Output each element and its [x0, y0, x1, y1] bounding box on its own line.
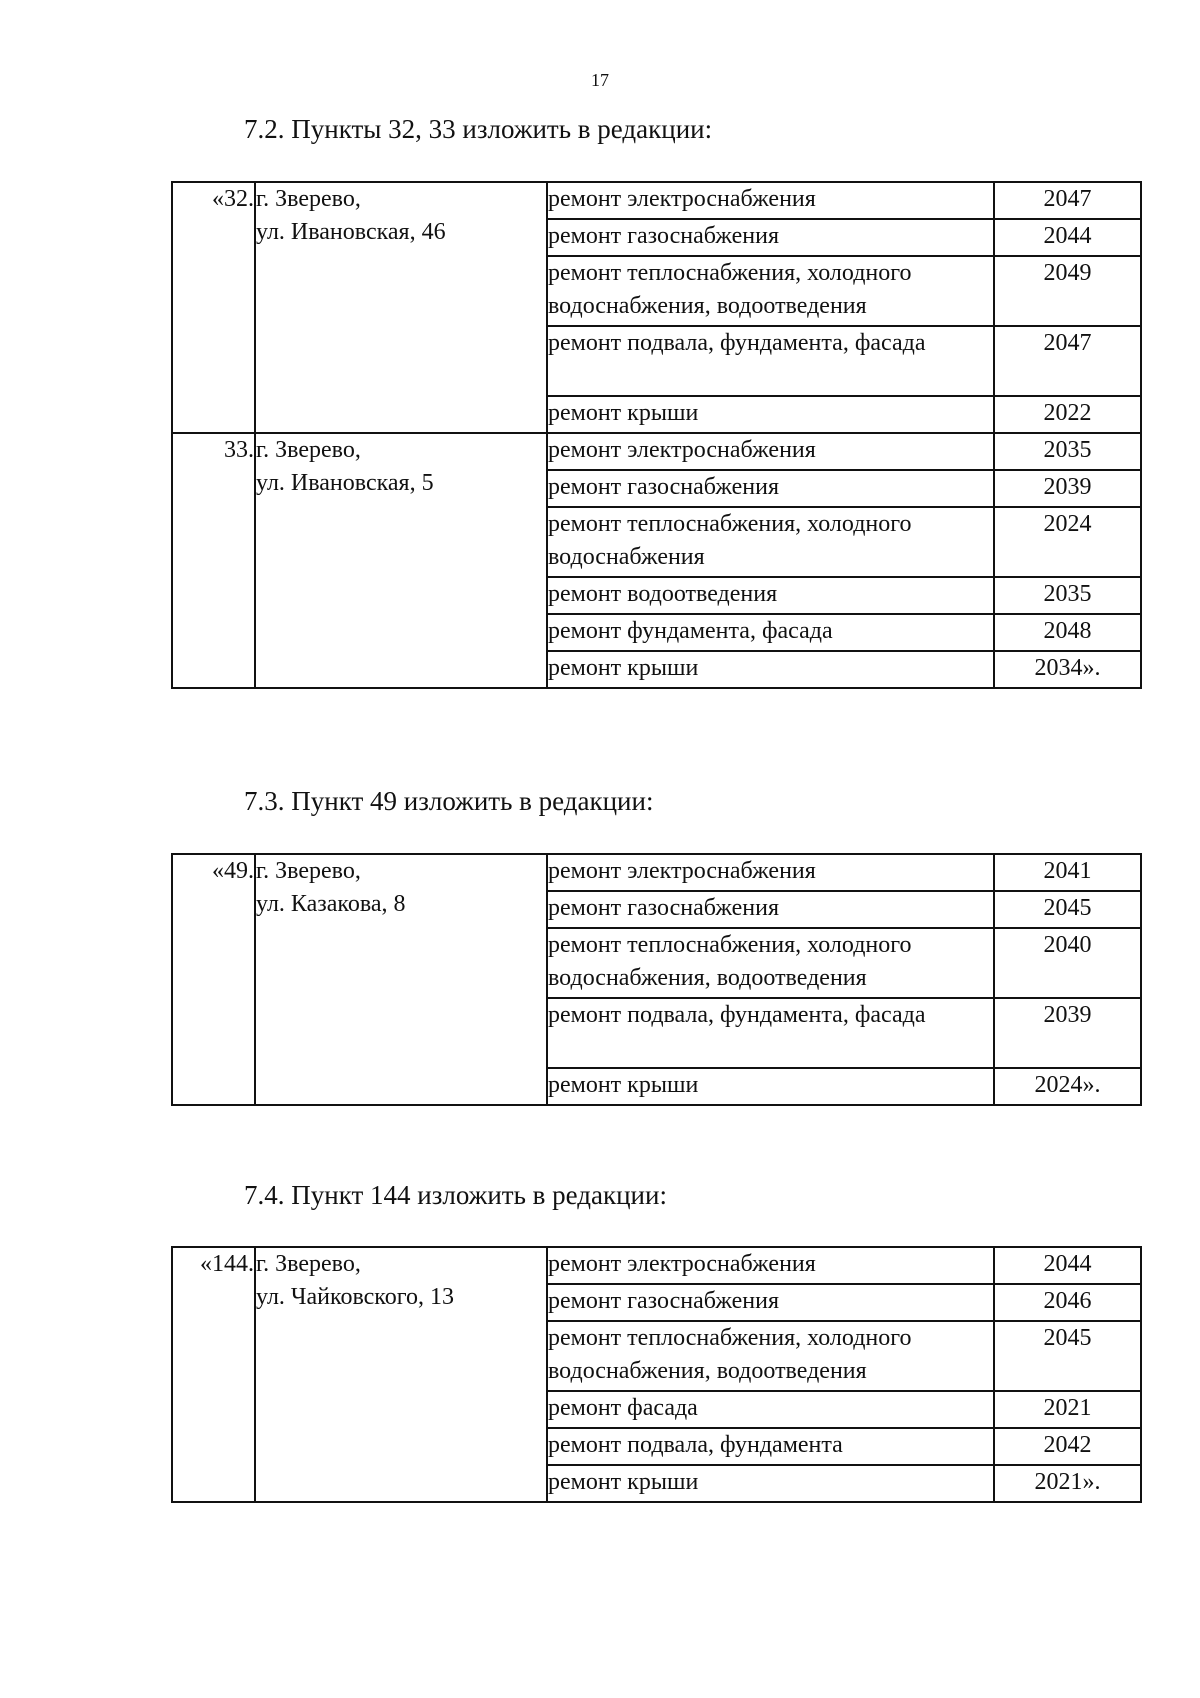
item-number: 33. [172, 433, 255, 688]
item-address [255, 433, 547, 688]
work-year: 2047 [994, 182, 1141, 219]
items-table [171, 1246, 1142, 1503]
work-type: ремонт теплоснабжения, холодного водоснабжения [547, 507, 994, 577]
address-city: г. Зверево, [256, 186, 361, 212]
work-year: 2021». [994, 1465, 1141, 1502]
section-heading: 7.3. Пункт 49 изложить в редакции: [244, 786, 654, 816]
work-year: 2024 [994, 507, 1141, 577]
work-type: ремонт крыши [547, 1465, 994, 1502]
work-year: 2048 [994, 614, 1141, 651]
work-type: ремонт крыши [547, 651, 994, 688]
work-year: 2040 [994, 928, 1141, 998]
table-row [172, 854, 1141, 891]
work-type: ремонт электроснабжения [547, 854, 994, 891]
address-street: ул. Ивановская, 5 [256, 470, 434, 496]
table-row [172, 433, 1141, 470]
work-year: 2046 [994, 1284, 1141, 1321]
work-year: 2022 [994, 396, 1141, 433]
work-type: ремонт электроснабжения [547, 433, 994, 470]
work-type: ремонт крыши [547, 396, 994, 433]
work-year: 2035 [994, 577, 1141, 614]
work-year: 2047 [994, 326, 1141, 396]
page-number: 17 [591, 70, 609, 90]
work-type: ремонт теплоснабжения, холодного водоснабжения, водоотведения [547, 928, 994, 998]
work-year: 2039 [994, 470, 1141, 507]
address-city: г. Зверево, [256, 858, 361, 884]
work-type: ремонт подвала, фундамента [547, 1428, 994, 1465]
work-year: 2044 [994, 219, 1141, 256]
work-type: ремонт фасада [547, 1391, 994, 1428]
work-year: 2041 [994, 854, 1141, 891]
work-type: ремонт фундамента, фасада [547, 614, 994, 651]
work-type: ремонт газоснабжения [547, 219, 994, 256]
address-city: г. Зверево, [256, 1251, 361, 1277]
work-type: ремонт подвала, фундамента, фасада [547, 998, 994, 1068]
table-row [172, 1247, 1141, 1284]
work-type: ремонт электроснабжения [547, 182, 994, 219]
work-type: ремонт водоотведения [547, 577, 994, 614]
item-number: «49. [172, 854, 255, 1105]
item-address [255, 182, 547, 433]
section-heading: 7.2. Пункты 32, 33 изложить в редакции: [244, 114, 713, 144]
work-year: 2049 [994, 256, 1141, 326]
item-number: «32. [172, 182, 255, 433]
address-street: ул. Ивановская, 46 [256, 219, 446, 245]
work-year: 2042 [994, 1428, 1141, 1465]
address-street: ул. Казакова, 8 [256, 891, 406, 917]
work-type: ремонт газоснабжения [547, 1284, 994, 1321]
work-year: 2045 [994, 1321, 1141, 1391]
work-type: ремонт электроснабжения [547, 1247, 994, 1284]
item-number: «144. [172, 1247, 255, 1502]
item-address [255, 1247, 547, 1502]
work-type: ремонт газоснабжения [547, 891, 994, 928]
work-year: 2039 [994, 998, 1141, 1068]
work-year: 2044 [994, 1247, 1141, 1284]
section-heading: 7.4. Пункт 144 изложить в редакции: [244, 1180, 667, 1210]
work-year: 2035 [994, 433, 1141, 470]
work-type: ремонт теплоснабжения, холодного водоснабжения, водоотведения [547, 1321, 994, 1391]
work-type: ремонт крыши [547, 1068, 994, 1105]
work-type: ремонт газоснабжения [547, 470, 994, 507]
item-address [255, 854, 547, 1105]
work-year: 2045 [994, 891, 1141, 928]
work-type: ремонт подвала, фундамента, фасада [547, 326, 994, 396]
work-year: 2021 [994, 1391, 1141, 1428]
address-street: ул. Чайковского, 13 [256, 1284, 454, 1310]
work-year: 2034». [994, 651, 1141, 688]
address-city: г. Зверево, [256, 437, 361, 463]
items-table [171, 853, 1142, 1106]
items-table [171, 181, 1142, 689]
table-row [172, 182, 1141, 219]
work-year: 2024». [994, 1068, 1141, 1105]
work-type: ремонт теплоснабжения, холодного водоснабжения, водоотведения [547, 256, 994, 326]
